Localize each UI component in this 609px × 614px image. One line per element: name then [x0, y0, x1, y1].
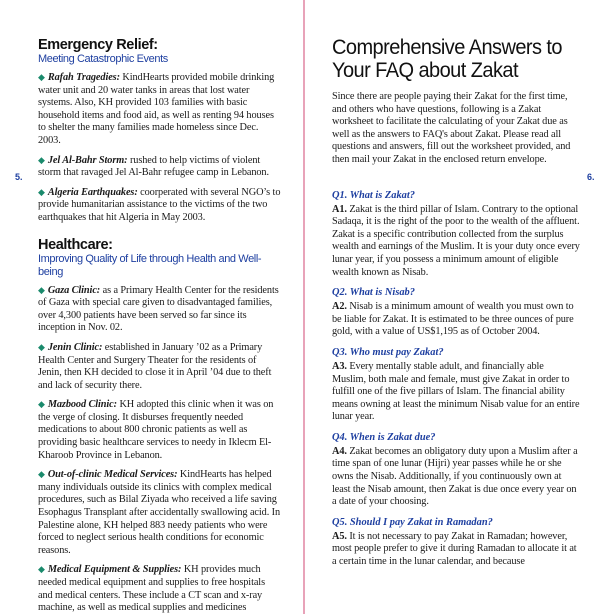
list-item: [38, 284, 281, 335]
item-lead: Mazbood Clinic:: [47, 399, 117, 411]
list-item: [38, 563, 281, 614]
right-column: [332, 36, 580, 576]
item-lead: Medical Equipment & Supplies:: [47, 564, 182, 576]
item-text: as a Primary Health Center for the residents of Gaza with special care given to disadvantaged families, over 4,300 patients have been served so far since its inception in Nov. 02.: [38, 284, 279, 334]
section-title-emergency: Emergency Relief:: [38, 37, 158, 53]
list-item: [38, 468, 281, 557]
diamond-bullet-icon: ◆: [38, 284, 45, 295]
faq-answer: [332, 446, 580, 509]
item-lead: Jenin Clinic:: [47, 341, 103, 353]
answer-label: A4.: [332, 445, 347, 457]
faq-answer: [332, 301, 580, 339]
diamond-bullet-icon: ◆: [38, 154, 45, 165]
item-text: coorperated with several NGO’s to provide humanitarian assistance to the victims of the two earthquakes that hit Algeria in May 2003.: [38, 186, 281, 223]
answer-text: Every mentally stable adult, and financially able Muslim, both male and female, must give Zakat in order to fulfill one of the five pillars of Islam. The financial ability means owning at least the minimum Nisab value for an entire lunar year.: [332, 360, 580, 423]
intro-paragraph: Since there are people paying their Zakat for the first time, and others who have questions, following is a Zakat worksheet to facilitate the calculating of your Zakat due as well as the answers to FAQ's about Zakat. Please read all questions and answers, fill out the worksheet provided, and then mail your Zakat in the enclosed return envelope.: [332, 91, 571, 165]
section-subtitle-emergency: Meeting Catastrophic Events: [38, 53, 168, 65]
diamond-bullet-icon: ◆: [38, 564, 45, 575]
item-text: KH provides much needed medical equipment and supplies to free hospitals and medical centers. These include a CT scan and x-ray machine, as well as medical supplies and medicines: [38, 564, 265, 614]
list-item: [38, 398, 281, 462]
page-number-right: 6.: [587, 172, 595, 182]
diamond-bullet-icon: ◆: [38, 469, 45, 480]
item-lead: Out-of-clinic Medical Services:: [47, 469, 178, 481]
item-text: established in January ’02 as a Primary Health Center and Surgery Theater for the residents of Jenin, then KH decided to close it in April ’04 due to theft and lack of security there.: [38, 341, 272, 391]
list-item: [38, 71, 281, 148]
item-lead: Jel Al-Bahr Storm:: [47, 154, 128, 166]
answer-text: Nisab is a minimum amount of wealth you must own to be liable for Zakat. It is estimated to be three ounces of pure gold, with a value of US$1,195 as of October 2004.: [332, 301, 574, 338]
list-item: [38, 186, 281, 225]
answer-label: A2.: [332, 301, 347, 313]
item-lead: Gaza Clinic:: [47, 284, 101, 296]
item-lead: Rafah Tragedies:: [47, 72, 120, 83]
answer-text: Zakat becomes an obligatory duty upon a Muslim after a time span of one lunar (Hijri) year passes while he or she owns the Nisab. Additionally, if you continuously own at least the Nisab amount, then Zakat is due once every year on a date of your choosing.: [332, 445, 578, 508]
page-title-line-1: Comprehensive Answers to: [332, 35, 563, 59]
list-item: [38, 154, 281, 180]
right-page: [305, 0, 609, 614]
item-text: KindHearts has helped many individuals outside its clinics with complex medical procedures, such as Bilal Ziyada who received a life saving Esophagus Transplant after accidentally swallowing acid. In Palestine alone, KH helped 883 needy patients who were forced to neglect serious health conditions for economic reasons.: [38, 469, 281, 556]
diamond-bullet-icon: ◆: [38, 341, 45, 352]
item-text: KH adopted this clinic when it was on the verge of closing. It disburses frequently needed medications to about 800 chronic patients as well as providing basic healthcare services to needy in Iklecm El-Kharoob Province in Lebanon.: [38, 399, 274, 461]
faq-question: Q5. Should I pay Zakat in Ramadan?: [332, 516, 493, 528]
faq-answer: [332, 531, 580, 569]
diamond-bullet-icon: ◆: [38, 72, 45, 82]
answer-text: Zakat is the third pillar of Islam. Contrary to the optional Sadaqa, it is the right of the poor to the wealth of the affluent. Zakat is a specific contribution collected from the surplus wealth and earnings of the Muslim. It is your duty once every lunar year, if you possess a minimum amount of eligible wealth known as Nisab.: [332, 203, 580, 278]
left-page: [0, 0, 304, 614]
faq-answer: [332, 204, 580, 280]
item-lead: Algeria Earthquakes:: [47, 186, 138, 198]
diamond-bullet-icon: ◆: [38, 186, 45, 197]
faq-question: Q2. What is Nisab?: [332, 287, 415, 299]
answer-label: A5.: [332, 530, 347, 542]
faq-question: Q4. When is Zakat due?: [332, 431, 436, 443]
page-title-line-2: Your FAQ about Zakat: [332, 58, 518, 82]
page-number-left: 5.: [15, 172, 23, 182]
faq-answer: [332, 361, 580, 424]
answer-label: A1.: [332, 203, 347, 215]
faq-question: Q3. Who must pay Zakat?: [332, 346, 444, 358]
section-title-healthcare: Healthcare:: [38, 236, 113, 253]
item-text: KindHearts provided mobile drinking water unit and 20 water tanks in areas that lost water systems. Also, KH provided 103 families with basic household items and food aid, as well as renting 94 houses to shelter the many families made homeless since Dec. 2003.: [38, 72, 275, 146]
faq-question: Q1. What is Zakat?: [332, 189, 415, 201]
section-subtitle-healthcare: Improving Quality of Life through Health and Well-being: [38, 252, 262, 278]
list-item: [38, 341, 281, 392]
diamond-bullet-icon: ◆: [38, 399, 45, 410]
answer-label: A3.: [332, 360, 347, 372]
left-column: [38, 37, 281, 614]
answer-text: It is not necessary to pay Zakat in Ramadan; however, most people prefer to give it during Ramadan to allocate it at a certain time in the lunar calendar, and because: [332, 530, 577, 568]
item-text: rushed to help victims of violent storm that ravaged Jel Al-Bahr refugee camp in Lebanon.: [38, 154, 269, 179]
